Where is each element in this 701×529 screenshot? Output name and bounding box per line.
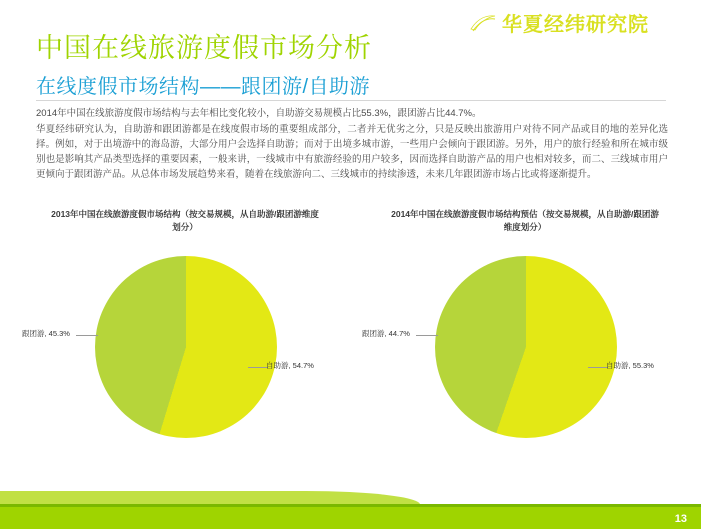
- chart-2014-leader-a: [416, 335, 438, 336]
- page-number: 13: [674, 513, 687, 525]
- chart-2014-label-tuan: 跟团游, 44.7%: [362, 329, 410, 338]
- pie-2014: [435, 256, 617, 438]
- chart-2014-label-zizhu: 自助游, 55.3%: [606, 361, 654, 370]
- swoosh-logo-icon: [470, 14, 496, 32]
- chart-2013-title: 2013年中国在线旅游度假市场结构（按交易规模，从自助游/跟团游维度划分）: [51, 209, 319, 232]
- footer-band: [0, 507, 701, 529]
- chart-2014-title: 2014年中国在线旅游度假市场结构预估（按交易规模，从自助游/跟团游维度划分）: [391, 209, 659, 232]
- charts-container: [0, 208, 701, 488]
- body-paragraph-1: 2014年中国在线旅游度假市场结构与去年相比变化较小，自助游交易规模占比55.3%，跟团游占比44.7%。: [36, 108, 482, 119]
- chart-2013-pie-wrap: [95, 256, 277, 438]
- brand-name: 华夏经纬研究院: [502, 14, 649, 36]
- chart-2013-label-tuan: 跟团游, 45.3%: [22, 329, 70, 338]
- brand-logo: [470, 8, 660, 38]
- page-subtitle: 在线度假市场结构——跟团游/自助游: [36, 76, 371, 98]
- page-title: 中国在线旅游度假市场分析: [36, 33, 372, 63]
- chart-2013-leader-b: [248, 367, 268, 368]
- body-paragraph-2: 华夏经纬研究认为，自助游和跟团游都是在线度假市场的重要组成部分，二者并无优劣之分，只是反映出旅游用户对待不同产品或目的地的差异化选择。例如，对于出境游中的海岛游，大部分用户会选择自助游；而对于出境多城市游，一些用户会倾向于跟团游。另外，用户的旅行经验和所在城市级别也是影响其产品类型选择的重要因素，一般来讲，一线城市中有旅游经验的用户较多，因而选择自助游产品的用户也相对较多，而二、三线城市用户更倾向于跟团游产品。从总体市场发展趋势来看，随着在线旅游向二、三线城市的持续渗透，未来几年跟团游市场占比或将逐渐提升。: [36, 124, 668, 180]
- chart-2014-pie-wrap: [435, 256, 617, 438]
- body-text: [36, 106, 668, 183]
- chart-2013: [20, 208, 350, 478]
- chart-2013-leader-a: [76, 335, 98, 336]
- chart-2013-label-zizhu: 自助游, 54.7%: [266, 361, 314, 370]
- footer: [0, 495, 701, 529]
- chart-2014-leader-b: [588, 367, 608, 368]
- chart-2014: [360, 208, 690, 478]
- pie-2013: [95, 256, 277, 438]
- title-divider: [36, 100, 666, 101]
